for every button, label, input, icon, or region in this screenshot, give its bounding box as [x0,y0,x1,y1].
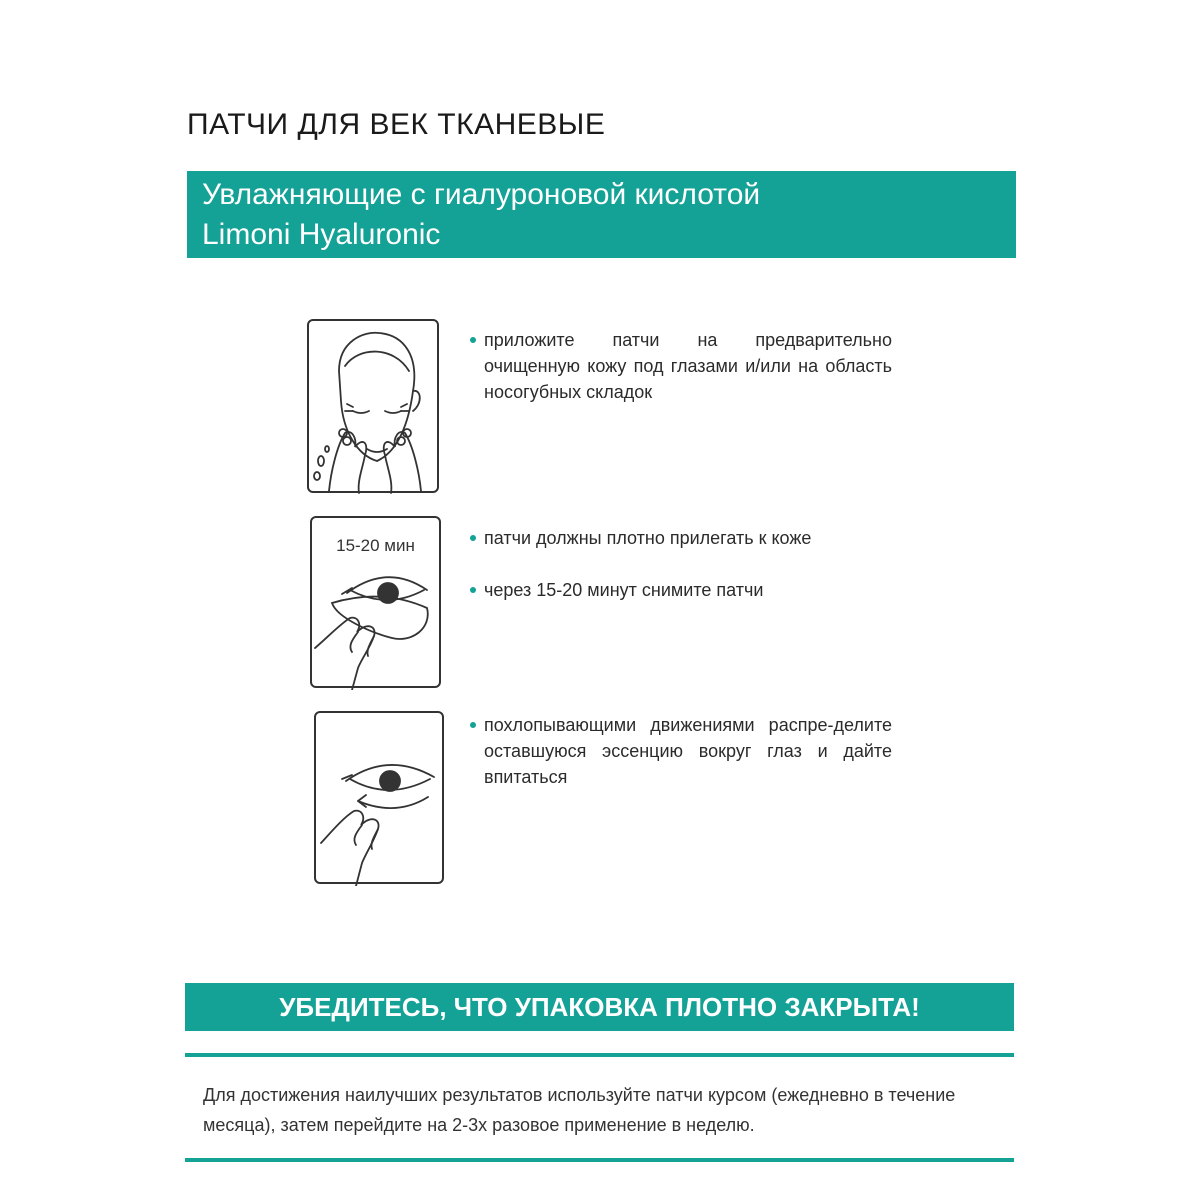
step-3-text [470,712,892,790]
step-1-bullet-1: приложите патчи на предварительно очищенную кожу под глазами и/или на область носогубных складок [470,327,892,405]
subtitle-line-2: Limoni Hyaluronic [202,218,441,251]
eye-patch-icon [312,518,443,690]
step-3-image [314,711,444,884]
divider-bottom [185,1158,1014,1162]
face-washing-icon [309,321,441,495]
eye-tapping-icon [316,713,446,886]
step-2-bullet-1: патчи должны плотно прилегать к коже [470,525,910,551]
step-1-text [470,327,892,405]
subtitle-line-1: Увлажняющие с гиалуроновой кислотой [202,178,761,211]
step-1-image [307,319,439,493]
page-title: ПАТЧИ ДЛЯ ВЕК ТКАНЕВЫЕ [187,108,606,141]
divider-top [185,1053,1014,1057]
warning-banner: УБЕДИТЕСЬ, ЧТО УПАКОВКА ПЛОТНО ЗАКРЫТА! [185,983,1014,1031]
subtitle-band [187,171,1016,258]
step-2-text [470,525,910,603]
step-2-bullet-2: через 15-20 минут снимите патчи [470,577,910,603]
usage-note: Для достижения наилучших результатов используйте патчи курсом (ежедневно в течение месяца), затем перейдите на 2-3х разовое применение в неделю. [203,1085,956,1135]
step-3-bullet-1: похлопывающими движениями распре-делите оставшуюся эссенцию вокруг глаз и дайте впитаться [470,712,892,790]
step-2-time-label: 15-20 мин [336,536,415,555]
step-2-image [310,516,441,688]
